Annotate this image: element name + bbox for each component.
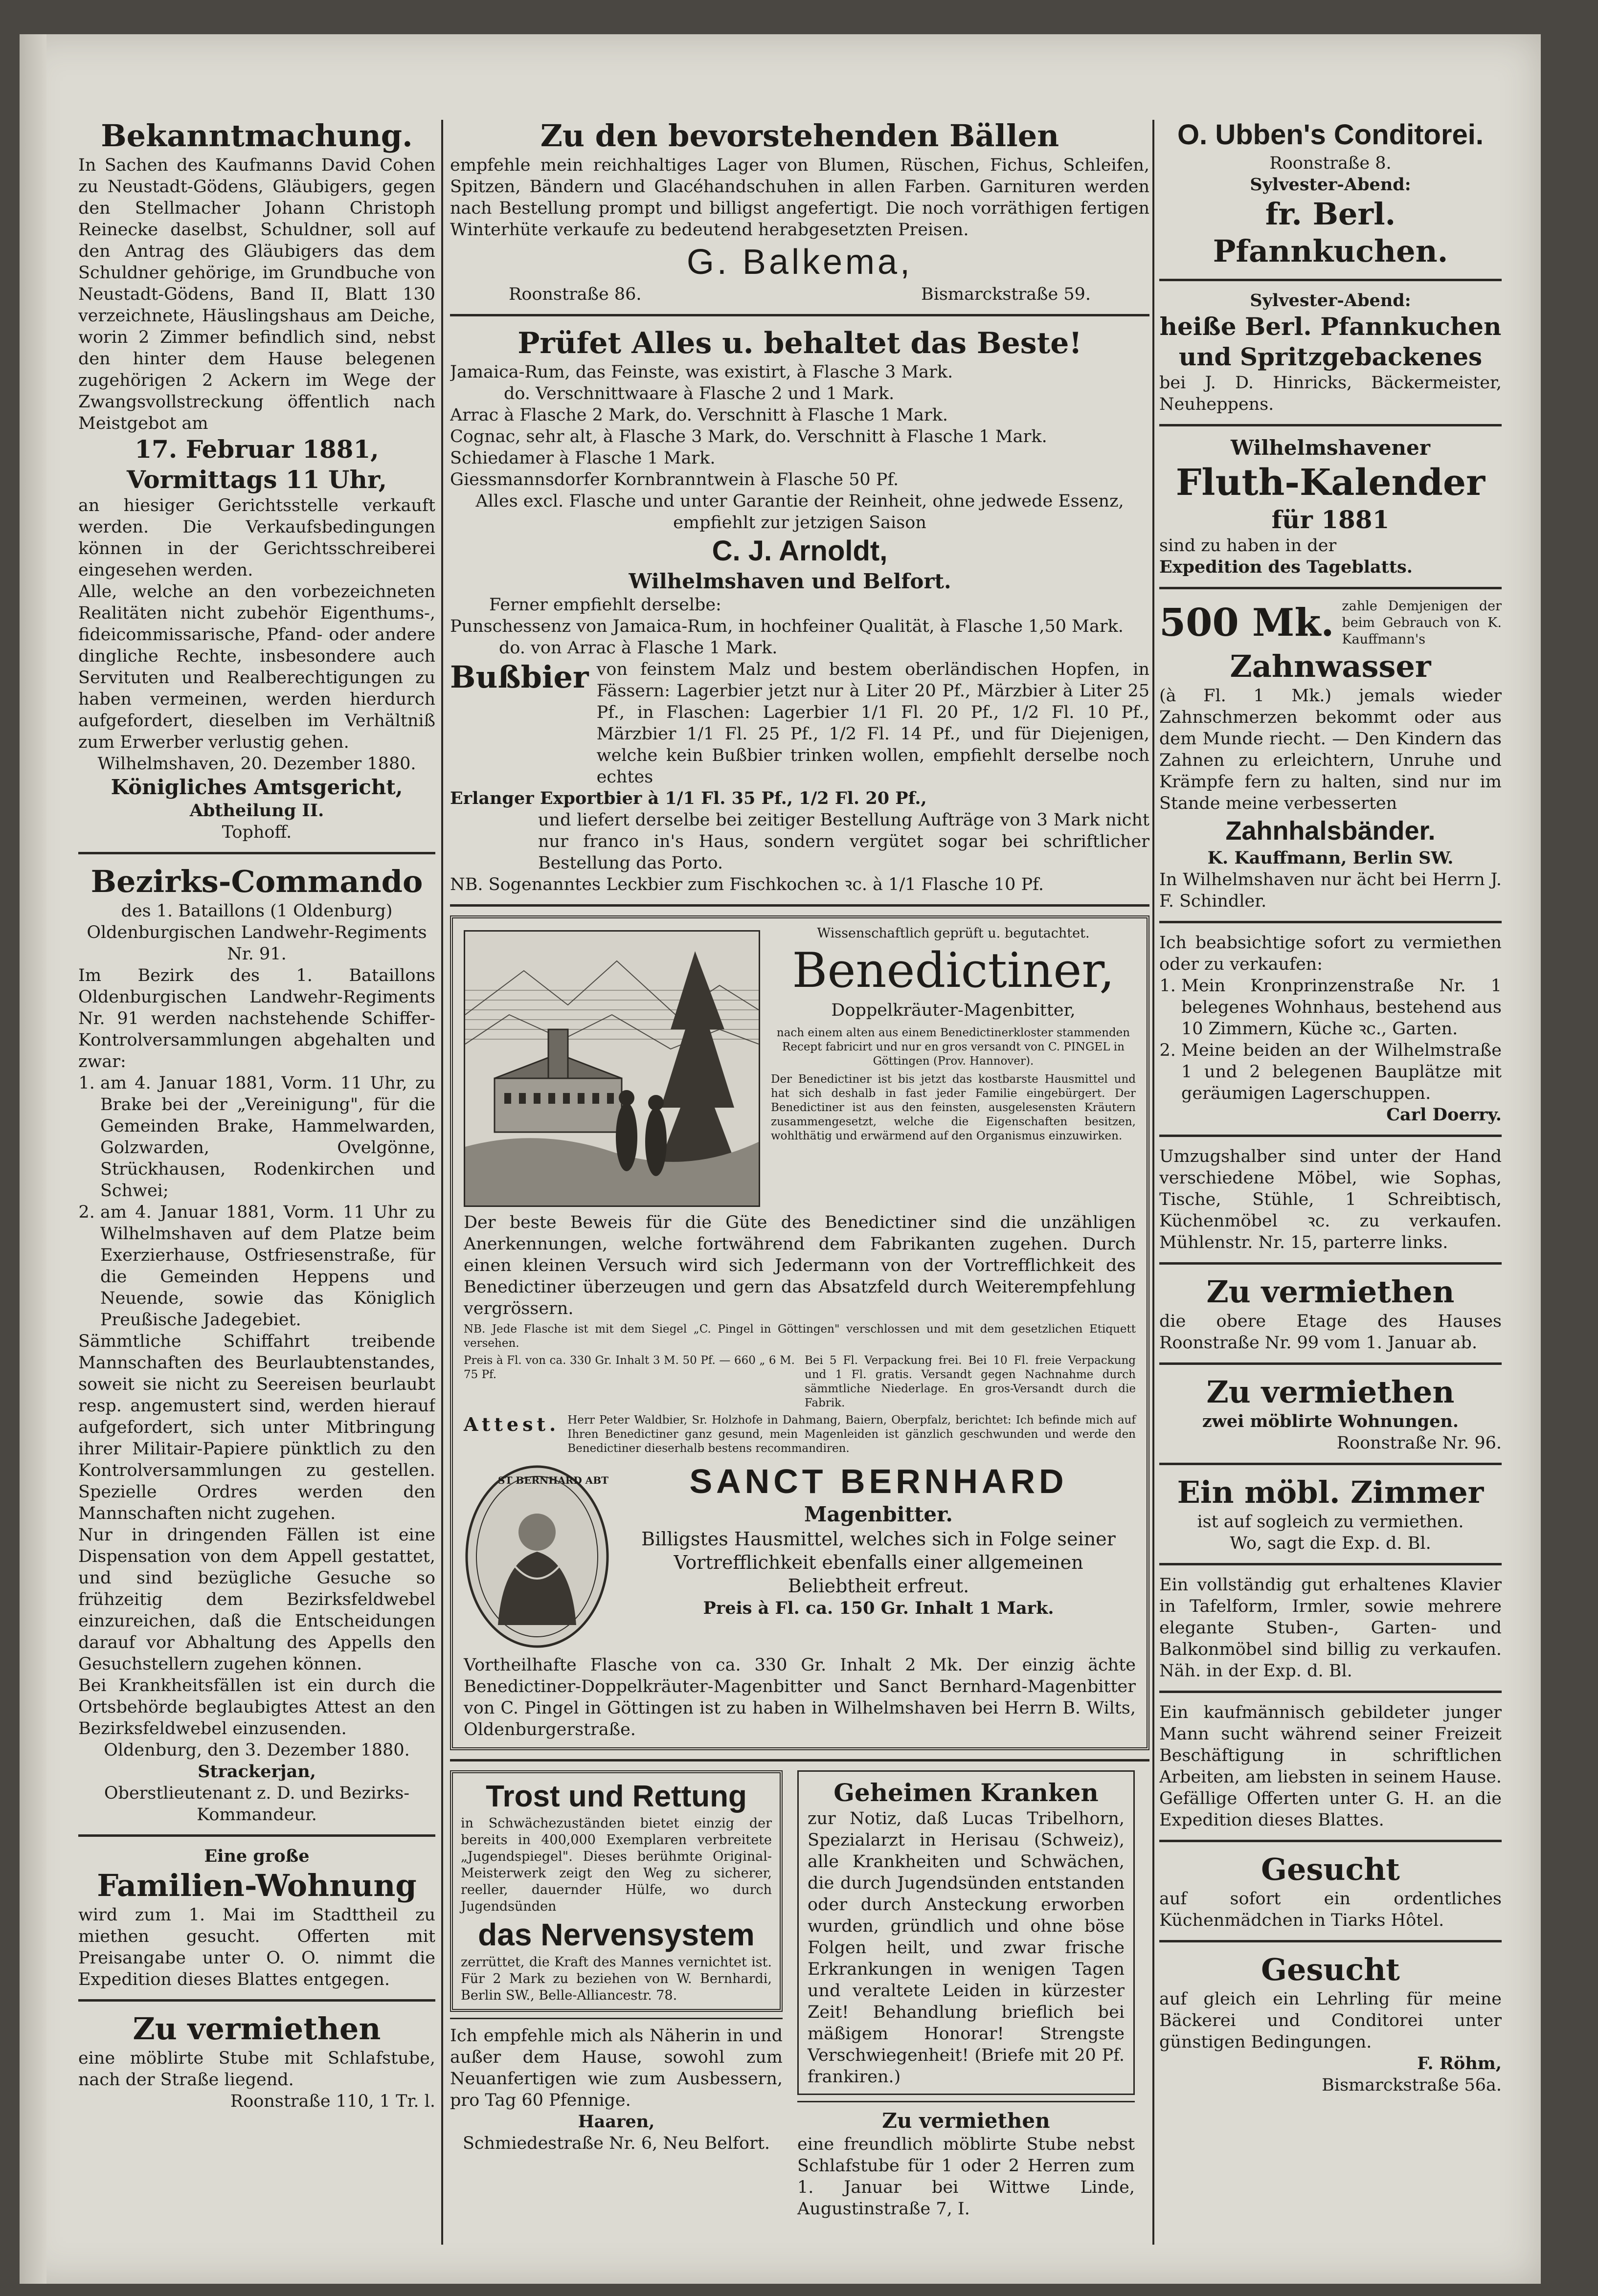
ad-moebl-zimmer: [1159, 1474, 1502, 1554]
medallion-inscription: ST BERNHARD ABT: [498, 1474, 608, 1486]
ad-title: Zu vermiethen: [1206, 1374, 1455, 1410]
ad-highlight: heiße Berl. Pfannkuchen und Spritzgebackenes: [1159, 312, 1502, 371]
divider: [450, 2018, 783, 2019]
saint-bernhard-medallion: [464, 1464, 610, 1650]
divider: [797, 2101, 1135, 2102]
ad-body: zahle Demjenigen der beim Gebrauch von K. Kauffmann's: [1342, 599, 1502, 647]
ad-vermiethen: [78, 2010, 435, 2112]
ad-body: nach einem alten aus einem Benedictinerkloster stammenden Recept fabricirt und nur en gros versandt von C. PINGEL in Göttingen (Prov. Hannover).: [776, 1026, 1130, 1068]
ad-title: Bekanntmachung.: [101, 118, 413, 154]
ad-body: zerrüttet, die Kraft des Mannes vernichtet ist. Für 2 Mark zu beziehen von W. Bernhardi, Berlin SW., Belle-Alliancestr. 78.: [461, 1955, 772, 2003]
ad-subtitle: Oldenburgischen Landwehr-Regiments Nr. 91.: [87, 923, 427, 964]
divider: [78, 1834, 435, 1837]
attest-text: Herr Peter Waldbier, Sr. Holzhofe in Dahmang, Baiern, Oberpfalz, berichtet: Ich befinde mich auf Ihren Benedictiner ganz gesund, mein Magenleiden ist gänzlich geschwunden und werde den Benedictiner dieserhalb bestens recommandiren.: [567, 1414, 1136, 1455]
ad-body: von feinstem Malz und bestem oberländischen Hopfen, in Fässern: Lagerbier jetzt nur à Liter 20 Pf., Märzbier à Liter 25 Pf., in Flaschen: Lagerbier 1/1 Fl. 20 Pf., 1/2 Fl. 10 Pf., Märzbier 1/1 Fl. 25 Pf., 1/2 Fl. 14 Pf., und für Diejenigen, welche kein Bußbier trinken wollen, empfiehlt derselbe noch echtes: [596, 660, 1149, 787]
divider: [450, 904, 1149, 907]
ad-gesucht-lehrling: [1159, 1951, 1502, 2096]
ad-subtitle: des 1. Bataillons (1 Oldenburg): [121, 901, 393, 921]
ad-body: empfehle mein reichhaltiges Lager von Blumen, Rüschen, Fichus, Schleifen, Spitzen, Bändern und Glacéhandschuhen in allen Farben. Garnituren werden nach Bestellung prompt und billigst angefertigt. Die noch vorräthigen fertigen Winterhüte verkaufe zu bedeutend herabgesetzten Preisen.: [450, 156, 1149, 240]
divider: [1159, 1135, 1502, 1137]
ad-body: Billigstes Hausmittel, welches sich in Folge seiner Vortrefflichkeit ebenfalls einer allgemeinen Beliebtheit erfreut.: [641, 1528, 1116, 1597]
ad-line: Wilhelmshavener: [1231, 436, 1430, 460]
list-item: 2. am 4. Januar 1881, Vorm. 11 Uhr zu Wilhelmshaven auf dem Platze beim Exerzierhause, Ostfriesenstraße, für die Gemeinden Heppens und Neuende, sowie das Königlich Preußische Jadegebiet.: [100, 1202, 435, 1331]
ad-geheimen-kranken: [797, 1770, 1135, 2095]
ad-body: Ich beabsichtige sofort zu vermiethen oder zu verkaufen:: [1159, 933, 1502, 974]
ad-body: Vortheilhafte Flasche von ca. 330 Gr. Inhalt 2 Mk. Der einzig ächte Benedictiner-Doppelkräuter-Magenbitter und Sanct Bernhard-Magenbitter von C. Pingel in Göttingen ist zu haben in Wilhelmshaven bei Herrn B. Wilts, Oldenburgerstraße.: [464, 1655, 1136, 1739]
ad-title: Zu vermiethen: [133, 2011, 381, 2047]
ad-shipping: Bei 5 Fl. Verpackung frei. Bei 10 Fl. freie Verpackung und 1 Fl. gratis. Versandt gegen Nachnahme durch sämmtliche Niederlage. En gros-Versandt durch die Fabrik.: [805, 1354, 1136, 1409]
monastery-engraving: [464, 930, 760, 1207]
ad-body: in Schwächezuständen bietet einzig der bereits in 400,000 Exemplaren verbreitete „Jugendspiegel". Dieses berühmte Original-Meisterwerk zeigt den Weg zu sicherer, reeller, dauernder Hülfe, wo durch Jugendsünden: [461, 1816, 772, 1914]
price-line: Giessmannsdorfer Kornbranntwein à Flasche 50 Pf.: [450, 470, 899, 490]
divider: [450, 314, 1149, 316]
ad-address: Schmiedestraße Nr. 6, Neu Belfort.: [462, 2134, 770, 2153]
ad-nb: NB. Sogenanntes Leckbier zum Fischkochen ꝛc. à 1/1 Flasche 10 Pf.: [450, 875, 1044, 894]
ad-name: Haaren,: [578, 2112, 655, 2132]
ad-klavier: [1159, 1574, 1502, 1682]
ad-title: Zu den bevorstehenden Bällen: [540, 118, 1059, 154]
bottom-ads: [450, 1770, 1149, 2220]
price-line: Jamaica-Rum, das Feinste, was existirt, à Flasche 3 Mark.: [450, 362, 953, 382]
monastery-illustration: [465, 932, 759, 1205]
ad-address: Roonstraße Nr. 96.: [1336, 1433, 1502, 1453]
ad-firm: G. Balkema,: [686, 243, 913, 282]
ad-line: Expedition des Tageblatts.: [1159, 557, 1413, 577]
ad-highlight: das Nervensystem: [478, 1917, 755, 1952]
ad-doerry: [1159, 932, 1502, 1126]
ad-title: Benedictiner,: [792, 943, 1115, 999]
ad-body: Alles excl. Flasche und unter Garantie der Reinheit, ohne jedwede Essenz, empfiehlt zur jetzigen Saison: [475, 491, 1124, 533]
ad-body: Ich empfehle mich als Näherin in und außer dem Hause, sowohl zum Neuanfertigen wie zum Ausbessern, pro Tag 60 Pfennige.: [450, 2026, 783, 2110]
ad-subtitle: Sylvester-Abend:: [1250, 290, 1411, 311]
ad-title: Zu vermiethen: [882, 2109, 1050, 2133]
ad-body: Im Bezirk des 1. Bataillons Oldenburgischen Landwehr-Regiments Nr. 91 werden nachstehende Schiffer-Kontrolversammlungen abgehalten und zwar:: [78, 966, 435, 1071]
ad-subtitle: Magenbitter.: [804, 1502, 953, 1526]
ad-familien-wohnung: [78, 1846, 435, 1990]
ad-rank: Oberstlieutenant z. D. und Bezirks-Kommandeur.: [104, 1783, 410, 1825]
ad-baellen: [450, 117, 1149, 305]
divider: [1159, 1563, 1502, 1565]
ad-title: Zu vermiethen: [1206, 1274, 1455, 1310]
ad-naeherin: [450, 2025, 783, 2154]
ad-title: Zahnhalsbänder.: [1225, 816, 1436, 846]
newspaper-page: [20, 34, 1541, 2284]
divider: [450, 1759, 1149, 1761]
ad-body: Ein kaufmännisch gebildeter junger Mann sucht während seiner Freizeit Beschäftigung in schriftlichen Arbeiten, am liebsten in seinem Hause. Gefällige Offerten unter G. H. an die Expedition dieses Blattes.: [1159, 1703, 1502, 1830]
ad-firm-place: Wilhelmshaven und Belfort.: [629, 569, 951, 593]
divider: [1159, 1691, 1502, 1693]
ad-address: Wo, sagt die Exp. d. Bl.: [1230, 1534, 1431, 1553]
price-line: Cognac, sehr alt, à Flasche 3 Mark, do. Verschnitt à Flasche 1 Mark.: [450, 427, 1047, 446]
ad-body: die obere Etage des Hauses Roonstraße Nr. 99 vom 1. Januar ab.: [1159, 1312, 1502, 1353]
divider: [1159, 1463, 1502, 1465]
price-line: do. von Arrac à Flasche 1 Mark.: [499, 638, 778, 658]
ad-dept: Abtheilung II.: [189, 801, 324, 821]
column-left: [78, 117, 435, 2254]
ad-body: und liefert derselbe bei zeitiger Bestellung Aufträge von 3 Mark nicht nur franco in's Haus, sondern vergütet sogar bei schriftlicher Bestellung das Porto.: [538, 810, 1149, 873]
ad-body: zwei möblirte Wohnungen.: [1202, 1411, 1459, 1431]
ad-body: auf gleich ein Lehrling für meine Bäckerei und Conditorei unter günstigen Bedingungen.: [1159, 1989, 1502, 2052]
ad-body: Ein vollständig gut erhaltenes Klavier in Tafelform, Irmler, sowie mehrere elegante Stuben-, Garten- und Balkonmöbel sind billig zu verkaufen. Näh. in der Exp. d. Bl.: [1159, 1575, 1502, 1681]
ad-vermiethen-etage: [1159, 1273, 1502, 1354]
ad-body: In Wilhelmshaven nur ächt bei Herrn J. F. Schindler.: [1159, 870, 1502, 911]
ad-kaufmann: [1159, 1702, 1502, 1831]
ad-firm: K. Kauffmann, Berlin SW.: [1207, 848, 1454, 868]
ad-body: Nur in dringenden Fällen ist eine Dispensation von dem Appell gestattet, und sind bezügliche Gesuche so frühzeitig dem Bezirksfeldwebel einzureichen, daß die Entscheidungen darauf vor Abhaltung des Appells den Gesuchstellern zugehen können.: [78, 1525, 435, 1674]
ad-title: Trost und Rettung: [486, 1780, 747, 1813]
ad-bekanntmachung: [78, 117, 435, 843]
ad-zahnwasser: [1159, 598, 1502, 912]
ad-body: Der beste Beweis für die Güte des Benedictiner sind die unzähligen Anerkennungen, welche fortwährend dem Fabrikanten zugehen. Durch einen kleinen Versuch wird sich Jedermann von der Vortrefflichkeit des Benedictiner überzeugen und gern das Absatzfeld durch Weiterempfehlung vergrössern.: [464, 1213, 1136, 1318]
ad-body: Der Benedictiner ist bis jetzt das kostbarste Hausmittel und hat sich deshalb in fast jeder Familie eingebürgert. Der Benedictiner ist aus den feinsten, ausgelesensten Kräutern zusammengesetzt, welche die Eigenschaften besitzen, wohlthätig und erwärmend auf den Organismus einzuwirken.: [771, 1073, 1136, 1142]
column-rule: [441, 120, 443, 2245]
ad-body: In Sachen des Kaufmanns David Cohen zu Neustadt-Gödens, Gläubigers, gegen den Stellmacher Johann Christoph Reinecke daselbst, Schuldner, soll auf den Antrag des Gläubigers das dem Schuldner gehörige, im Grundbuche von Neustadt-Gödens, Band II, Blatt 130 verzeichnete, Häuslingshaus am Deiche, worin 2 Zimmer befindlich sind, nebst den hinter dem Hause belegenen zugehörigen 2 Ackern im Wege der Zwangsvollstreckung öffentlich nach Meistgebot am: [78, 156, 435, 433]
ad-address: Roonstraße 8.: [1269, 154, 1392, 173]
ad-title: Fluth-Kalender: [1175, 462, 1485, 504]
ad-title: Geheimen Kranken: [833, 1778, 1099, 1807]
ad-ubben-conditorei: [1159, 117, 1502, 270]
ad-place-date: Oldenburg, den 3. Dezember 1880.: [104, 1740, 410, 1760]
divider: [1159, 279, 1502, 281]
divider: [1159, 921, 1502, 923]
ad-subtitle: Sylvester-Abend:: [1250, 175, 1411, 195]
ad-body: eine freundlich möblirte Stube nebst Schlafstube für 1 oder 2 Herren zum 1. Januar bei Wittwe Linde, Augustinstraße 7, I.: [797, 2135, 1135, 2219]
ad-body: Sämmtliche Schiffahrt treibende Mannschaften des Beurlaubtenstandes, soweit sie nicht zu Seereisen beurlaubt resp. angemustert sind, werden hierauf aufgefordert, sich unter Mitbringung ihrer Militair-Papiere pünktlich zu den Kontrolversammlungen zu gestellen. Spezielle Ordres werden den Mannschaften nicht zugehen.: [78, 1332, 435, 1523]
ad-arnoldt: [450, 325, 1149, 895]
ad-title: Familien-Wohnung: [97, 1868, 417, 1903]
price-line: Arrac à Flasche 2 Mark, do. Verschnitt à Flasche 1 Mark.: [450, 405, 948, 425]
attest-label: Attest.: [464, 1413, 560, 1435]
list-item: 1. am 4. Januar 1881, Vorm. 11 Uhr, zu Brake bei der „Vereinigung", für die Gemeinden Brake, Hammelwarden, Golzwarden, Ovelgönne, Strückhausen, Rodenkirchen und Schwei;: [100, 1072, 435, 1202]
divider: [1159, 1840, 1502, 1842]
ad-trost-rettung: [450, 1770, 783, 2012]
price-line: Punschessenz von Jamaica-Rum, in hochfeiner Qualität, à Flasche 1,50 Mark.: [450, 617, 1124, 636]
meeting-list: [78, 1072, 435, 1331]
ad-name: Carl Doerry.: [1386, 1105, 1502, 1125]
ad-body: ist auf sogleich zu vermiethen.: [1197, 1512, 1464, 1532]
ad-body: eine möblirte Stube mit Schlafstube, nach der Straße liegend.: [78, 2049, 435, 2090]
ad-fluth-kalender: [1159, 435, 1502, 578]
ad-pre: Eine große: [204, 1846, 310, 1866]
ad-line: für 1881: [1271, 505, 1390, 534]
ad-hinricks: [1159, 290, 1502, 415]
divider: [78, 852, 435, 854]
ad-line: sind zu haben in der: [1159, 536, 1337, 556]
ad-vermiethen-wohnungen: [1159, 1374, 1502, 1454]
ad-title: Prüfet Alles u. behaltet das Beste!: [518, 326, 1082, 360]
list-item: 1. Mein Kronprinzenstraße Nr. 1 belegenes Wohnhaus, bestehend aus 10 Zimmern, Küche ꝛc., Garten.: [1181, 975, 1502, 1040]
ad-title: SANCT BERNHARD: [689, 1462, 1068, 1500]
ad-signature: Strackerjan,: [198, 1761, 316, 1782]
ad-title: O. Ubben's Conditorei.: [1177, 119, 1484, 151]
auction-time: Vormittags 11 Uhr,: [127, 465, 387, 494]
price-line: do. Verschnittwaare à Flasche 2 und 1 Mark.: [504, 384, 895, 403]
ad-authority: Königliches Amtsgericht,: [111, 775, 403, 799]
saint-bernhard-portrait: [464, 1464, 610, 1650]
column-center: [450, 117, 1149, 2254]
list-item: 2. Meine beiden an der Wilhelmstraße 1 und 2 belegenen Bauplätze mit geräumigen Lagerschuppen.: [1181, 1040, 1502, 1104]
ad-firm: C. J. Arnoldt,: [712, 535, 888, 567]
ad-body: Ferner empfiehlt derselbe:: [489, 595, 721, 615]
divider: [1159, 1362, 1502, 1365]
divider: [1159, 424, 1502, 426]
ad-umzug: [1159, 1146, 1502, 1253]
ad-vermiethen-stube: [797, 2108, 1135, 2220]
ad-price: Preis à Fl. ca. 150 Gr. Inhalt 1 Mark.: [703, 1598, 1054, 1618]
column-rule: [1152, 120, 1154, 2245]
ad-title: Zahnwasser: [1230, 648, 1431, 684]
divider: [1159, 1262, 1502, 1265]
ad-signature: Tophoff.: [222, 823, 292, 842]
ad-address: Bismarckstraße 56a.: [1322, 2075, 1502, 2095]
ad-body: (à Fl. 1 Mk.) jemals wieder Zahnschmerzen bekommt oder aus dem Munde riecht. — Den Kindern das Zahnen zu erleichtern, Unruhe und Krämpfe fern zu halten, sind nur im Stande meine verbesserten: [1159, 686, 1502, 813]
ad-title: Ein möbl. Zimmer: [1177, 1474, 1484, 1510]
ad-highlight: fr. Berl. Pfannkuchen.: [1213, 196, 1448, 269]
bussbier-label: Bußbier: [450, 659, 589, 695]
price-line: Erlanger Exportbier à 1/1 Fl. 35 Pf., 1/2 Fl. 20 Pf.,: [450, 788, 927, 808]
ad-title: Bezirks-Commando: [90, 864, 423, 899]
ad-sanct-bernhard: [464, 1461, 1136, 1740]
ad-bezirks-commando: [78, 863, 435, 1826]
price-line: Schiedamer à Flasche 1 Mark.: [450, 448, 716, 468]
divider: [1159, 587, 1502, 589]
ad-price: Preis à Fl. von ca. 330 Gr. Inhalt 3 M. 50 Pf. — 660 „ 6 M. 75 Pf.: [464, 1354, 795, 1381]
ad-title: Gesucht: [1261, 1851, 1400, 1887]
ad-body: bei J. D. Hinricks, Bäckermeister, Neuheppens.: [1159, 373, 1502, 414]
ad-body: zur Notiz, daß Lucas Tribelhorn, Spezialarzt in Herisau (Schweiz), alle Krankheiten und Schwächen, die durch Jugendsünden entstanden oder durch Ansteckung erworben wurden, gründlich und ohne böse Folgen heilt, und zwar frische Erkrankungen in wenigen Tagen und veraltete Leiden in kürzester Zeit! Behandlung brieflich bei mäßigem Honorar! Strengste Verschwiegenheit! (Briefe mit 20 Pf. frankiren.): [808, 1809, 1125, 2087]
ad-address: Roonstraße 86.: [509, 285, 642, 304]
ad-address: Bismarckstraße 59.: [921, 285, 1091, 304]
ad-title: Gesucht: [1261, 1952, 1400, 1987]
ad-address: Roonstraße 110, 1 Tr. l.: [230, 2092, 435, 2111]
ad-benedictiner: [450, 915, 1149, 1750]
column-right: [1159, 117, 1502, 2254]
auction-date: 17. Februar 1881,: [135, 435, 379, 464]
ad-body: an hiesiger Gerichtsstelle verkauft werden. Die Verkaufsbedingungen können in der Gerichtsschreiberei eingesehen werden.: [78, 496, 435, 580]
ad-body: Alle, welche an den vorbezeichneten Realitäten nicht zubehör Eigenthums-, fideicommissarische, Pfand- oder andere dingliche Rechte, insbesondere auch Servituten und Realberechtigungen zu haben vermeinen, werden hierdurch aufgefordert, dieselben im Verhältniß zum Erwerber verlustig gehen.: [78, 582, 435, 752]
reward-amount: 500 Mk.: [1159, 601, 1334, 645]
ad-body: Umzugshalber sind unter der Hand verschiedene Möbel, wie Sophas, Tische, Stühle, 1 Schreibtisch, Küchenmöbel ꝛc. zu verkaufen. Mühlenstr. Nr. 15, parterre links.: [1159, 1147, 1502, 1252]
ad-subtitle: Doppelkräuter-Magenbitter,: [831, 1001, 1076, 1020]
ad-name: F. Röhm,: [1417, 2053, 1502, 2073]
page-fold-shadow: [20, 34, 46, 2284]
ad-body: auf sofort ein ordentliches Küchenmädchen in Tiarks Hôtel.: [1159, 1889, 1502, 1930]
ad-place-date: Wilhelmshaven, 20. Dezember 1880.: [97, 754, 416, 774]
divider: [78, 1999, 435, 2002]
ad-body: wird zum 1. Mai im Stadttheil zu miethen gesucht. Offerten mit Preisangabe unter O. O. nimmt die Expedition dieses Blattes entgegen.: [78, 1905, 435, 1989]
ad-nb: NB. Jede Flasche ist mit dem Siegel „C. Pingel in Göttingen" verschlossen und mit dem gesetzlichen Etiquett versehen.: [464, 1323, 1136, 1350]
ad-body: Bei Krankheitsfällen ist ein durch die Ortsbehörde beglaubigtes Attest an den Bezirksfeldwebel einzusenden.: [78, 1676, 435, 1739]
divider: [1159, 1940, 1502, 1942]
ad-tag: Wissenschaftlich geprüft u. begutachtet.: [817, 926, 1090, 941]
ad-gesucht-kuechenmaedchen: [1159, 1851, 1502, 1931]
